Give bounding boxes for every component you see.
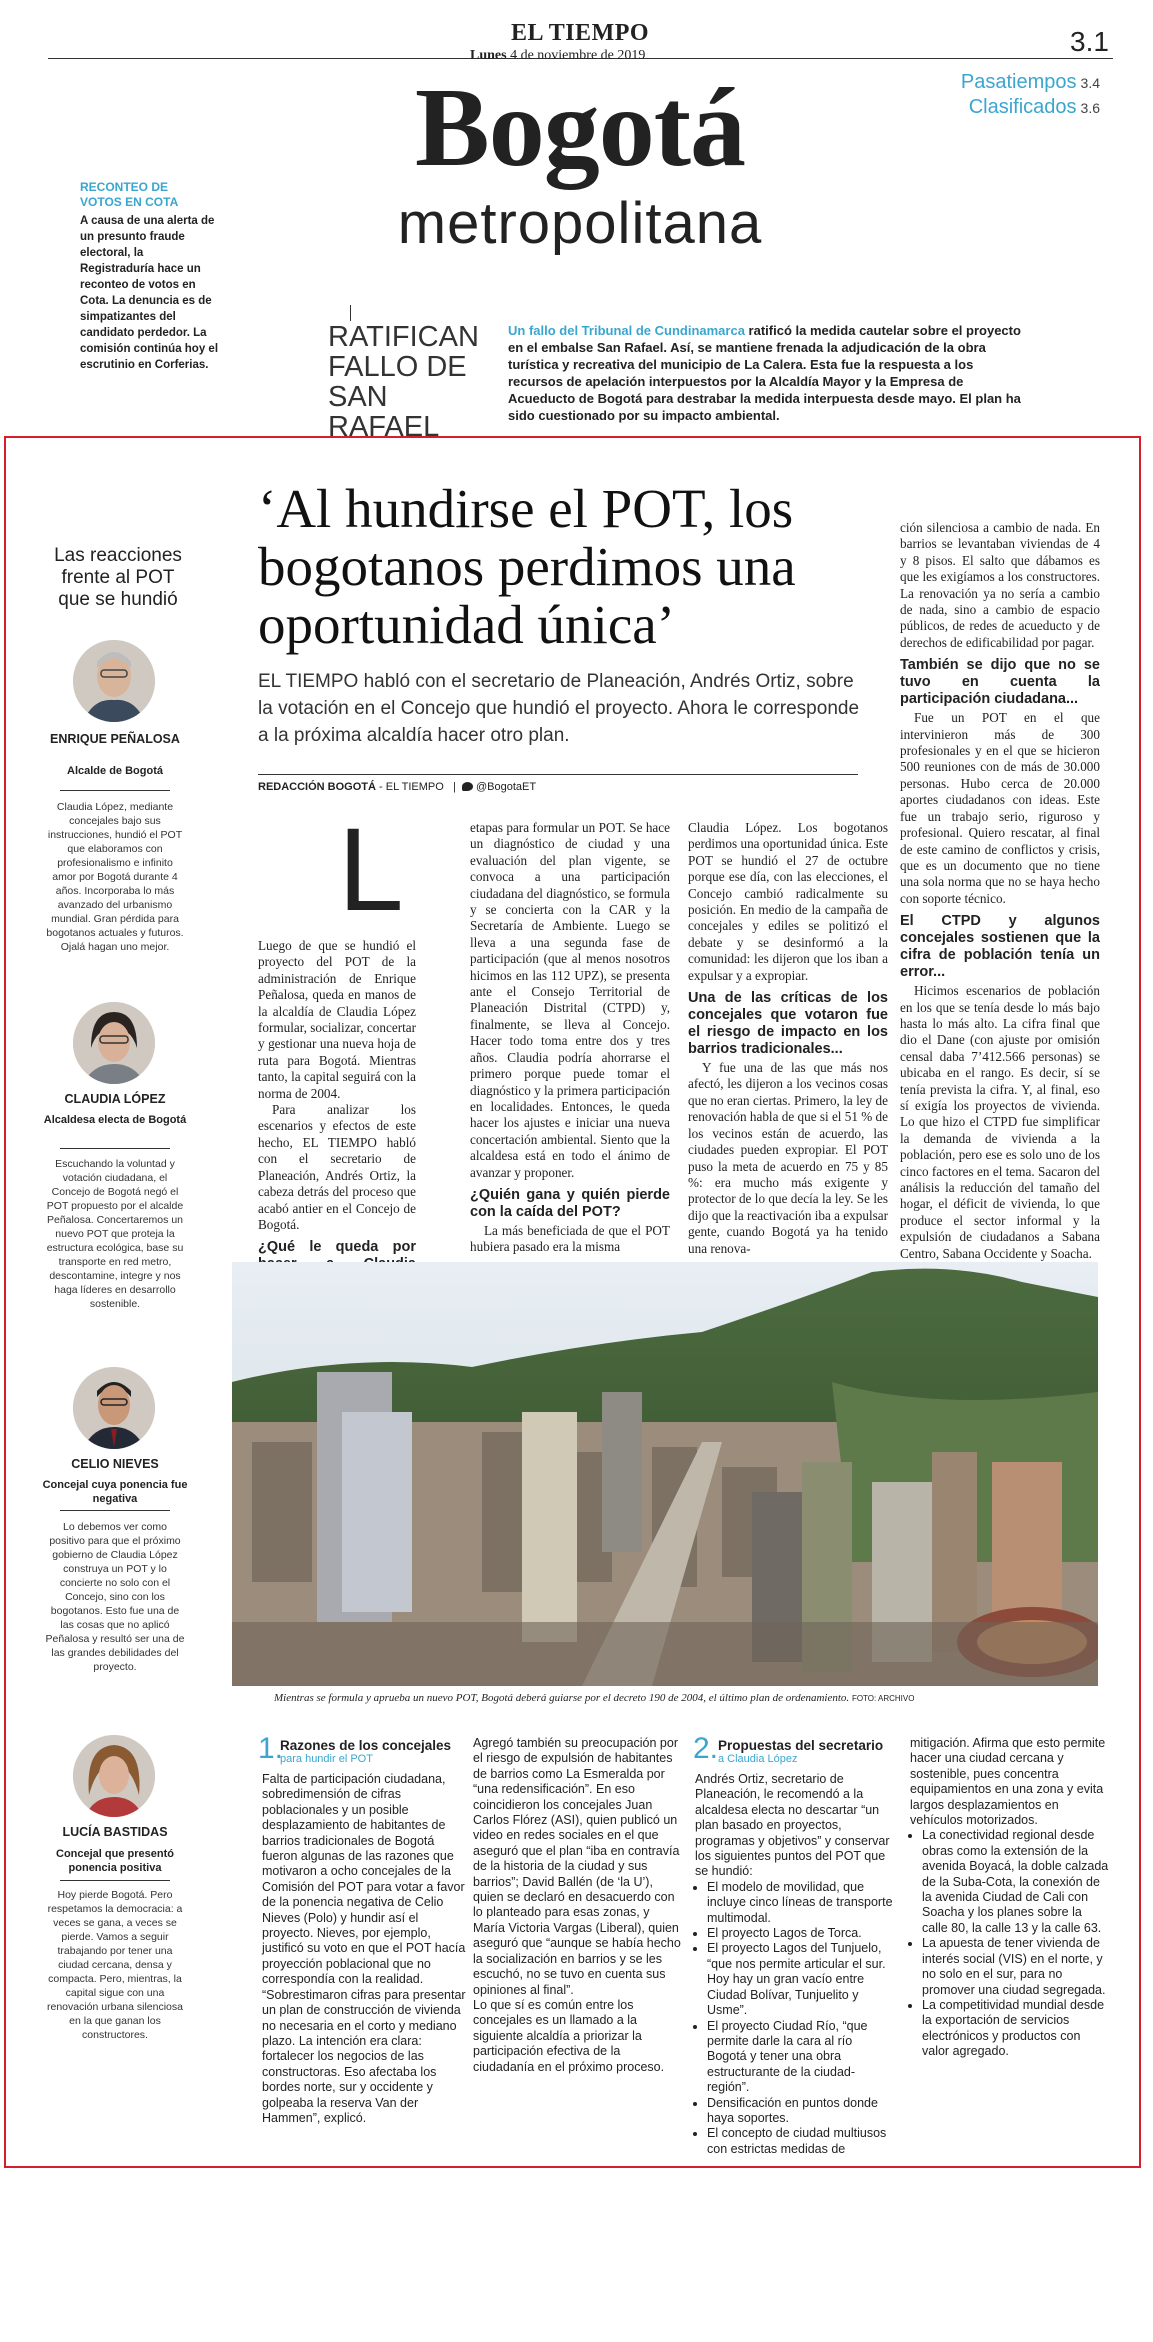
proposal-item: • La competitividad mundial desde la exportación de servicios electrónicos y productos con valor agregado. xyxy=(922,1998,1110,2060)
divider xyxy=(60,790,170,791)
proposal-item: • La apuesta de tener vivienda de interés social (VIS) en el norte, y no solo en el sur, para no promover una ciudad segregada. xyxy=(922,1936,1110,1998)
byline-publication: - EL TIEMPO xyxy=(375,781,444,793)
newspaper-logo: EL TIEMPO xyxy=(510,20,650,46)
article-paragraph: Para analizar los escenarios y efectos de este hecho, EL TIEMPO habló con el secretario de Planeación, Andrés Ortiz, la cabeza detrás del proceso que acabó antier en el Concejo de Bogotá. xyxy=(258,1102,416,1232)
article-standfirst: EL TIEMPO habló con el secretario de Planeación, Andrés Ortiz, sobre la votación en el Concejo que hundió el proyecto. Ahora le corresponde a la próxima alcaldía hacer otro plan. xyxy=(258,671,860,746)
article-paragraph: Hicimos escenarios de población en los que se tenía desde lo más bajo hasta lo más alto. La cifra final que dio el Dane (con ajuste por omisión censal daba 7’412.566 personas) se ubicaba en el rango. Es decir, sí se tenía prevista la cifra. Y, al final, eso sí exigía los proyectos de vivienda. Lo que hizo el CTPD fue simplificar la demanda de vivienda a la población, pero ese es solo uno de los cinco factores en el tema. Sacaron del análisis la reducción del tamaño del hogar, el déficit de vivienda, lo que produce el sector informal y la expulsión de ciudadanos a Sabana Centro, Sabana Occidente y Soacha. xyxy=(900,983,1100,1261)
box-column: Falta de participación ciudadana, sobredimensión de cifras poblacionales y un posible desplazamiento de habitantes de barrios tradicionales de Bogotá fueron algunas de las razones que motivaron a ocho concejales de la Comisión del POT para votar a favor de la ponencia negativa de Celio Nieves (Polo) y hundir así el proyecto. Nieves, por ejemplo, justificó su voto en que el POT hacía proyección poblacional que no correspondía con la realidad. “Sobrestimaron cifras para presentar un plan de construcción de vivienda no necesaria en el corto y mediano plazo. La intención era clara: fortalecer los negocios de las constructoras. Eso afectaba los bordes norte, sur y occidente y golpeaba la reserva Van der Hammen”, explicó. xyxy=(262,1772,466,2125)
proposal-item: • La conectividad regional desde obras como la extensión de la avenida Boyacá, la doble calzada de la Suba-Cota, la conexión de la avenida Ciudad de Cali con Soacha y los planes sobre la calle 80, la calle 13 y la calle 63. xyxy=(922,1828,1110,1936)
twitter-icon xyxy=(462,782,473,791)
article-paragraph: Y fue una de las que más nos afectó, les dijeron a los vecinos cosas que no eran ciertas. Primero, la ley de renovación habla de que si el 51 % de los vecinos están de acuerdo, las ciudades pueden expropiar. El POT puso la meta de acuerdo en 75 y 85 %: era mucho más exigente y protector de lo que decía la ley. Se les dijo que la reactivación iba a expulsar gente, cuando Bogotá ya ha tenido una renova- xyxy=(688,1060,888,1256)
index-label: Clasificados xyxy=(968,96,1077,118)
person-quote: Hoy pierde Bogotá. Pero respetamos la democracia: a veces se gana, a veces se pierde. Vamos a seguir trabajando por tener una ciudad cercana, densa y compacta. Pero, mientras, la capital sigue con una renovación urbana silenciosa en la que ganan los constructores. xyxy=(46,1889,183,2041)
box-heading xyxy=(718,1738,918,1766)
photo-caption xyxy=(274,1692,1094,1704)
top-story-body: ratificó la medida cautelar sobre el proyecto en el embalse San Rafael. Así, se mantiene frenada la adjudicación de la obra turística y recreativa del municipio de La Calera. Esta fue la respuesta a los recursos de apelación interpuestos por la Alcaldía Mayor y la Empresa de Acueducto de Bogotá para destrabar la medida interpuesta desde mayo. El plan ha sido cuestionado por su impacto ambiental. xyxy=(508,323,1021,423)
box-intro: Andrés Ortiz, secretario de Planeación, le recomendó a la alcaldesa electa no descartar “un plan basado en proyectos, programas y objetivos” y conservar los siguientes puntos del POT que se hundió: xyxy=(695,1772,890,1879)
person-role: Concejal cuya ponencia fue negativa xyxy=(42,1479,188,1505)
divider xyxy=(60,1148,170,1149)
article-paragraph: Claudia López. Los bogotanos perdimos una oportunidad única. Este POT se hundió el 27 de octubre porque ese día, con las elecciones, el Concejo cambió radicalmente su posición. En medio de la campaña de concejales y ediles se politizó el debate y se desinformó a la comunidad: les dijeron que los iban a expulsar y a expropiar. xyxy=(688,820,888,983)
index-page: 3.4 xyxy=(1080,75,1100,91)
person-name: ENRIQUE PEÑALOSA xyxy=(50,732,180,746)
question-heading: También se dijo que no se tuvo en cuenta la participación ciudadana... xyxy=(900,657,1100,708)
issue-day: Lunes xyxy=(470,48,507,63)
proposal-item: • El proyecto Ciudad Río, “que permite darle la cara al río Bogotá y tener una obra estructurante de la ciudad-región”. xyxy=(707,2019,895,2096)
article-paragraph: ción silenciosa a cambio de nada. En barrios se levantaban viviendas de 4 y 8 pisos. El salto que dábamos es que les exigíamos a los constructores. La renovación ya no sería a cambio de nada, sino a cambio de espacio públicos, de redes de acueducto y de derechos de edificabilidad por pagar. xyxy=(900,520,1100,650)
box-column: Agregó también su preocupación por el riesgo de expulsión de habitantes de barrios como La Esmeralda por “una redensificación”. En eso coincidieron los concejales Juan Carlos Flórez (ASI), quien publicó un video en redes sociales en el que aseguró que el plan “iba en contravía de la historia de la ciudad y sus barrios”; David Ballén (de ‘la U’), quien se declaró en desacuerdo con lo planteado para esas zonas, y María Victoria Vargas (Liberal), quien aseguró que “aunque se había hecho la socialización en barrios y se les escuchó, no se tuvo en cuenta sus opiniones al final”. Lo que sí es común entre los concejales es un llamado a la siguiente alcaldía a priorizar la participación efectiva de la ciudadanía en el próximo proceso. xyxy=(473,1736,681,2074)
proposal-item: • El proyecto Lagos de Torca. xyxy=(707,1926,895,1941)
person-name: LUCÍA BASTIDAS xyxy=(62,1825,168,1839)
drop-cap: L xyxy=(338,804,404,936)
proposal-item: • El modelo de movilidad, que incluye cinco líneas de transporte multimodal. xyxy=(707,1880,895,1926)
article-column-1 xyxy=(258,804,416,1325)
article-column-4 xyxy=(900,520,1100,1262)
proposal-item: • Densificación en puntos donde haya soportes. xyxy=(707,2096,895,2127)
person-quote: Escuchando la voluntad y votación ciudadana, el Concejo de Bogotá negó el POT propuesto por el alcalde Peñalosa. Concertaremos un nuevo POT que proteja la estructura ecológica, base su transporte en red metro, descontamine, integre y nos haga líderes en desarrollo sostenible. xyxy=(46,1158,184,1310)
divider xyxy=(60,1510,170,1511)
section-subtitle: metropolitana xyxy=(397,191,763,256)
question-heading: El CTPD y algunos concejales sostienen que la cifra de población tenía un error... xyxy=(900,913,1100,981)
article-paragraph: Luego de que se hundió el proyecto del POT de la administración de Enrique Peñalosa, queda en manos de la alcaldía de Claudia López formular, socializar, concertar y gestionar una nueva hoja de ruta para Bogotá. Mientras tanto, la capital seguirá con la norma de 2004. xyxy=(258,938,416,1101)
top-story-lead: Un fallo del Tribunal de Cundinamarca xyxy=(508,323,745,338)
brief-text: A causa de una alerta de un presunto fraude electoral, la Registraduría hace un reconteo de votos en Cota. La denuncia es de simpatizantes del candidato perdedor. La comisión continúa hoy el escrutinio en Corferias. xyxy=(80,215,219,371)
box-heading xyxy=(280,1738,500,1766)
byline-author: REDACCIÓN BOGOTÁ xyxy=(258,781,376,793)
person-role: Alcaldesa electa de Bogotá xyxy=(43,1114,187,1126)
article-paragraph: etapas para formular un POT. Se hace un diagnóstico de ciudad y una evaluación del plan vigente, se convoca a una participación ciudadana del diagnóstico, se formula y se concierta con la CAR y la Secretaría de Ambiente. Luego se lleva a una segunda fase de participación (que al menos nosotros hicimos en las 112 UPZ), se presenta ante el Consejo Territorial de Planeación Distrital (CTPD) y, finalmente, se lleva al Concejo. Hacer todo toma entre dos y tres años. Claudia podría ahorrarse el primero porque puede tomar el diagnóstico y la primera participación en localidades. Entonces, le queda hacer los ajustes e iniciar una nueva concertación ambiental. Siento que la alcaldesa está en todo el ánimo de avanzar y proponer. xyxy=(470,820,670,1180)
article-column-3 xyxy=(688,820,888,1257)
box-column xyxy=(695,1772,895,2157)
person-quote: Lo debemos ver como positivo para que el próximo gobierno de Claudia López construya un POT y lo concierte no solo con el Concejo, sino con los bogotanos. Esto fue una de las cosas que no aplicó Peñalosa y resultó ser una de las grandes debilidades del proyecto. xyxy=(45,1521,185,1673)
sidebar-title: Las reacciones frente al POT que se hundió xyxy=(54,545,182,610)
divider xyxy=(60,1880,170,1881)
page-number: 3.1 xyxy=(1070,26,1109,57)
box-continued: mitigación. Afirma que esto permite hacer una ciudad cercana y sostenible, pues concentra equipamientos en una zona y evita largos desplazamientos en vehículos motorizados. xyxy=(910,1736,1106,1828)
article-headline: ‘Al hundirse el POT, los bogotanos perdimos una oportunidad única’ xyxy=(258,478,796,655)
question-heading: Una de las críticas de los concejales que votaron fue el riesgo de impacto en los barrios tradicionales... xyxy=(688,990,888,1058)
question-heading: ¿Qué le queda por xyxy=(258,1239,416,1256)
issue-date xyxy=(470,48,645,64)
index-item[interactable] xyxy=(900,70,1100,95)
avatar xyxy=(73,1002,155,1084)
city-photo xyxy=(232,1262,1098,1686)
avatar xyxy=(73,1735,155,1817)
top-story-head: RATIFICAN FALLO DE SAN RAFAEL xyxy=(328,321,479,443)
index-page: 3.6 xyxy=(1080,100,1100,116)
issue-date-rest: 4 de noviembre de 2019 xyxy=(510,48,646,63)
index-item[interactable] xyxy=(900,95,1100,120)
box-title: Razones de los concejales xyxy=(280,1738,452,1753)
brief-kicker: RECONTEO DE VOTOS EN COTA xyxy=(80,180,179,209)
person-role: Alcalde de Bogotá xyxy=(67,765,163,777)
top-story-text xyxy=(508,322,1028,424)
person-name: CELIO NIEVES xyxy=(71,1457,159,1471)
proposal-list xyxy=(910,1828,1110,2059)
photo-credit: FOTO: ARCHIVO xyxy=(851,1694,915,1703)
article-column-2 xyxy=(470,820,670,1256)
section-index xyxy=(900,70,1100,120)
person-name: CLAUDIA LÓPEZ xyxy=(64,1092,166,1106)
article-paragraph: Fue un POT en el que intervinieron más de 300 profesionales y en el que se hicieron 500 reuniones con de más de 30.000 personas. Hubo cerca de 20.000 aportes ciudadanos con ideas. Este fue un trabajo serio, riguroso y profesional. Quiero rescatar, al final de este camino de conflictos y crisis, que es un documento que no tiene una sola norma que no se haya hecho con soporte técnico. xyxy=(900,710,1100,906)
index-label: Pasatiempos xyxy=(960,71,1077,93)
person-quote: Claudia López, mediante concejales bajo sus instrucciones, hundió el POT que elaboramos con profesionalismo e infinito amor por Bogotá durante 4 años. Incorporaba lo más avanzado del urbanismo mundial. Gran pérdida para bogotanos actuales y futuros. Ojalá hagan uno mejor. xyxy=(46,801,184,953)
box-number: 1. xyxy=(258,1732,284,1765)
avatar xyxy=(73,640,155,722)
box-column xyxy=(910,1736,1110,2060)
section-title: Bogotá xyxy=(415,66,745,190)
avatar xyxy=(73,1367,155,1449)
question-heading: ¿Quién gana y quién pierde con la caída del POT? xyxy=(470,1186,670,1220)
top-story-marker xyxy=(350,305,366,321)
proposal-item: • El concepto de ciudad multiusos con estrictas medidas de xyxy=(707,2126,895,2157)
box-subtitle: a Claudia López xyxy=(718,1753,798,1765)
box-number: 2. xyxy=(693,1732,719,1765)
proposal-list xyxy=(695,1880,895,2157)
article-paragraph: La más beneficiada de que el POT hubiera pasado era la misma xyxy=(470,1222,670,1255)
box-subtitle: para hundir el POT xyxy=(280,1753,373,1765)
box-title: Propuestas del secretario xyxy=(718,1738,884,1753)
proposal-item: • El proyecto Lagos del Tunjuelo, “que nos permite articular el sur. Hoy hay un gran vacío entre Ciudad Bolívar, Tunjuelito y Usme”. xyxy=(707,1941,895,2018)
photo-caption-text: Mientras se formula y aprueba un nuevo POT, Bogotá deberá guiarse por el decreto 190 de 2004, el último plan de ordenamiento. xyxy=(274,1692,850,1704)
byline: REDACCIÓN BOGOTÁ - EL TIEMPO | @BogotaET xyxy=(258,774,858,793)
byline-twitter-handle[interactable]: @BogotaET xyxy=(476,781,537,793)
person-role: Concejal que presentó ponencia positiva xyxy=(56,1848,174,1874)
